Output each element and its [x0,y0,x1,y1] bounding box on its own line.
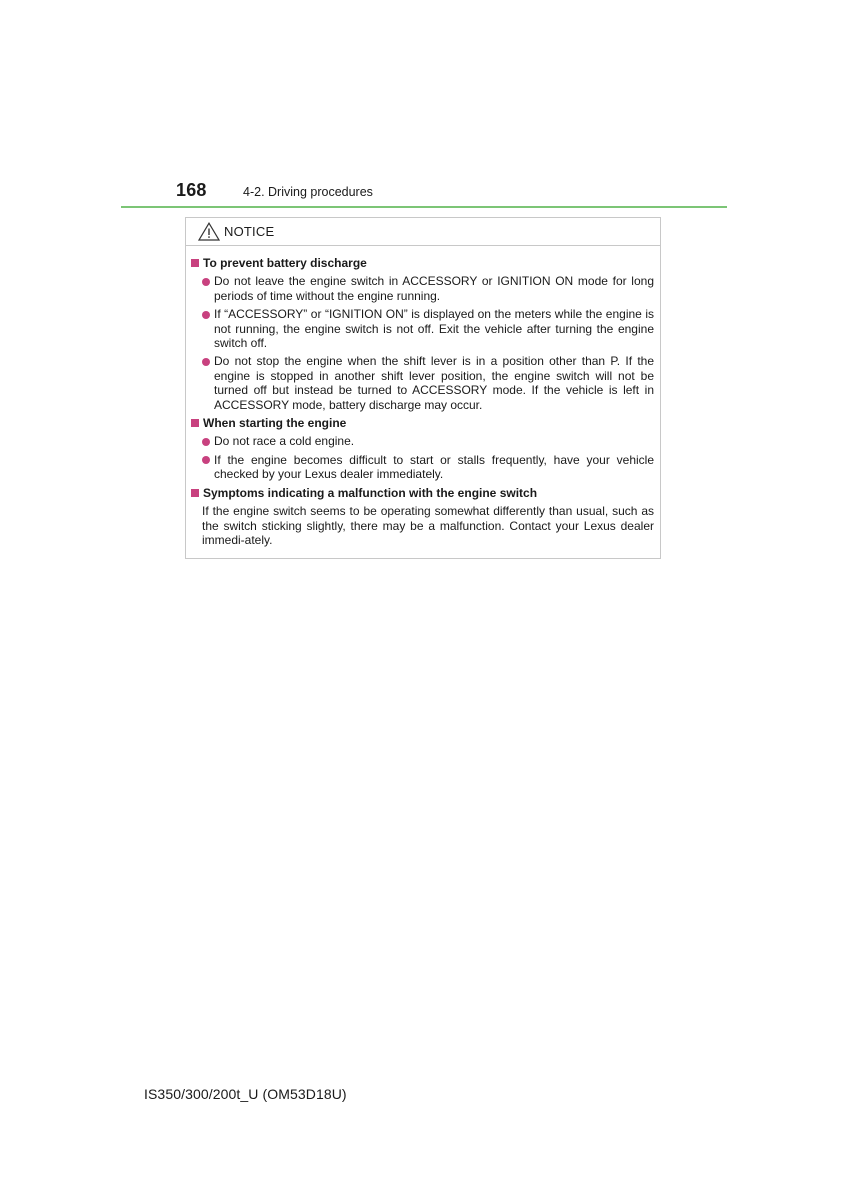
dot-bullet-icon [202,278,210,286]
list-item [202,354,655,412]
list-item [202,307,655,350]
section-title: 4-2. Driving procedures [243,185,373,199]
section-heading-text: Symptoms indicating a malfunction with the engine switch [203,485,538,500]
notice-body [186,246,660,547]
page-number: 168 [176,180,207,200]
header-rule [121,206,727,208]
section-heading [191,256,655,270]
section-paragraph: If the engine switch seems to be operating somewhat differently than usual, such as the switch sticking slightly, there may be a malfunction. Contact your Lexus dealer immedi-ately. [202,504,654,547]
dot-bullet-icon [202,456,210,464]
dot-bullet-icon [202,358,210,366]
dot-bullet-icon [202,311,210,319]
warning-triangle-icon [198,222,220,241]
list-item-text: Do not race a cold engine. [214,434,355,449]
list-item-text: If “ACCESSORY” or “IGNITION ON” is displayed on the meters while the engine is not running, the engine switch is not off. Exit the vehicle after turning the engine switch off. [214,307,654,351]
list-item-text: If the engine becomes difficult to start or stalls frequently, have your vehicle checked by your Lexus dealer immediately. [214,452,654,482]
list-item-text: Do not leave the engine switch in ACCESSORY or IGNITION ON mode for long periods of time without the engine running. [214,274,654,303]
section-heading-text: When starting the engine [203,416,347,431]
list-item [202,453,655,482]
dot-bullet-icon [202,438,210,446]
notice-box [185,217,661,559]
notice-label: NOTICE [224,224,275,239]
notice-header [186,218,660,246]
list-item [202,434,655,448]
section-heading-text: To prevent battery discharge [203,256,367,270]
section-heading [191,486,655,500]
square-bullet-icon [191,489,199,497]
section-heading [191,416,655,430]
footer-model-code: IS350/300/200t_U (OM53D18U) [144,1086,347,1102]
list-item-text: Do not stop the engine when the shift lever is in a position other than P. If the engine is stopped in another shift lever position, the engine switch will not be turned off but instead be turned to ACCESSORY mode. If the vehicle is left in ACCESSORY mode, battery discharge may occur. [214,354,654,412]
square-bullet-icon [191,259,199,267]
list-item [202,274,655,303]
square-bullet-icon [191,419,199,427]
